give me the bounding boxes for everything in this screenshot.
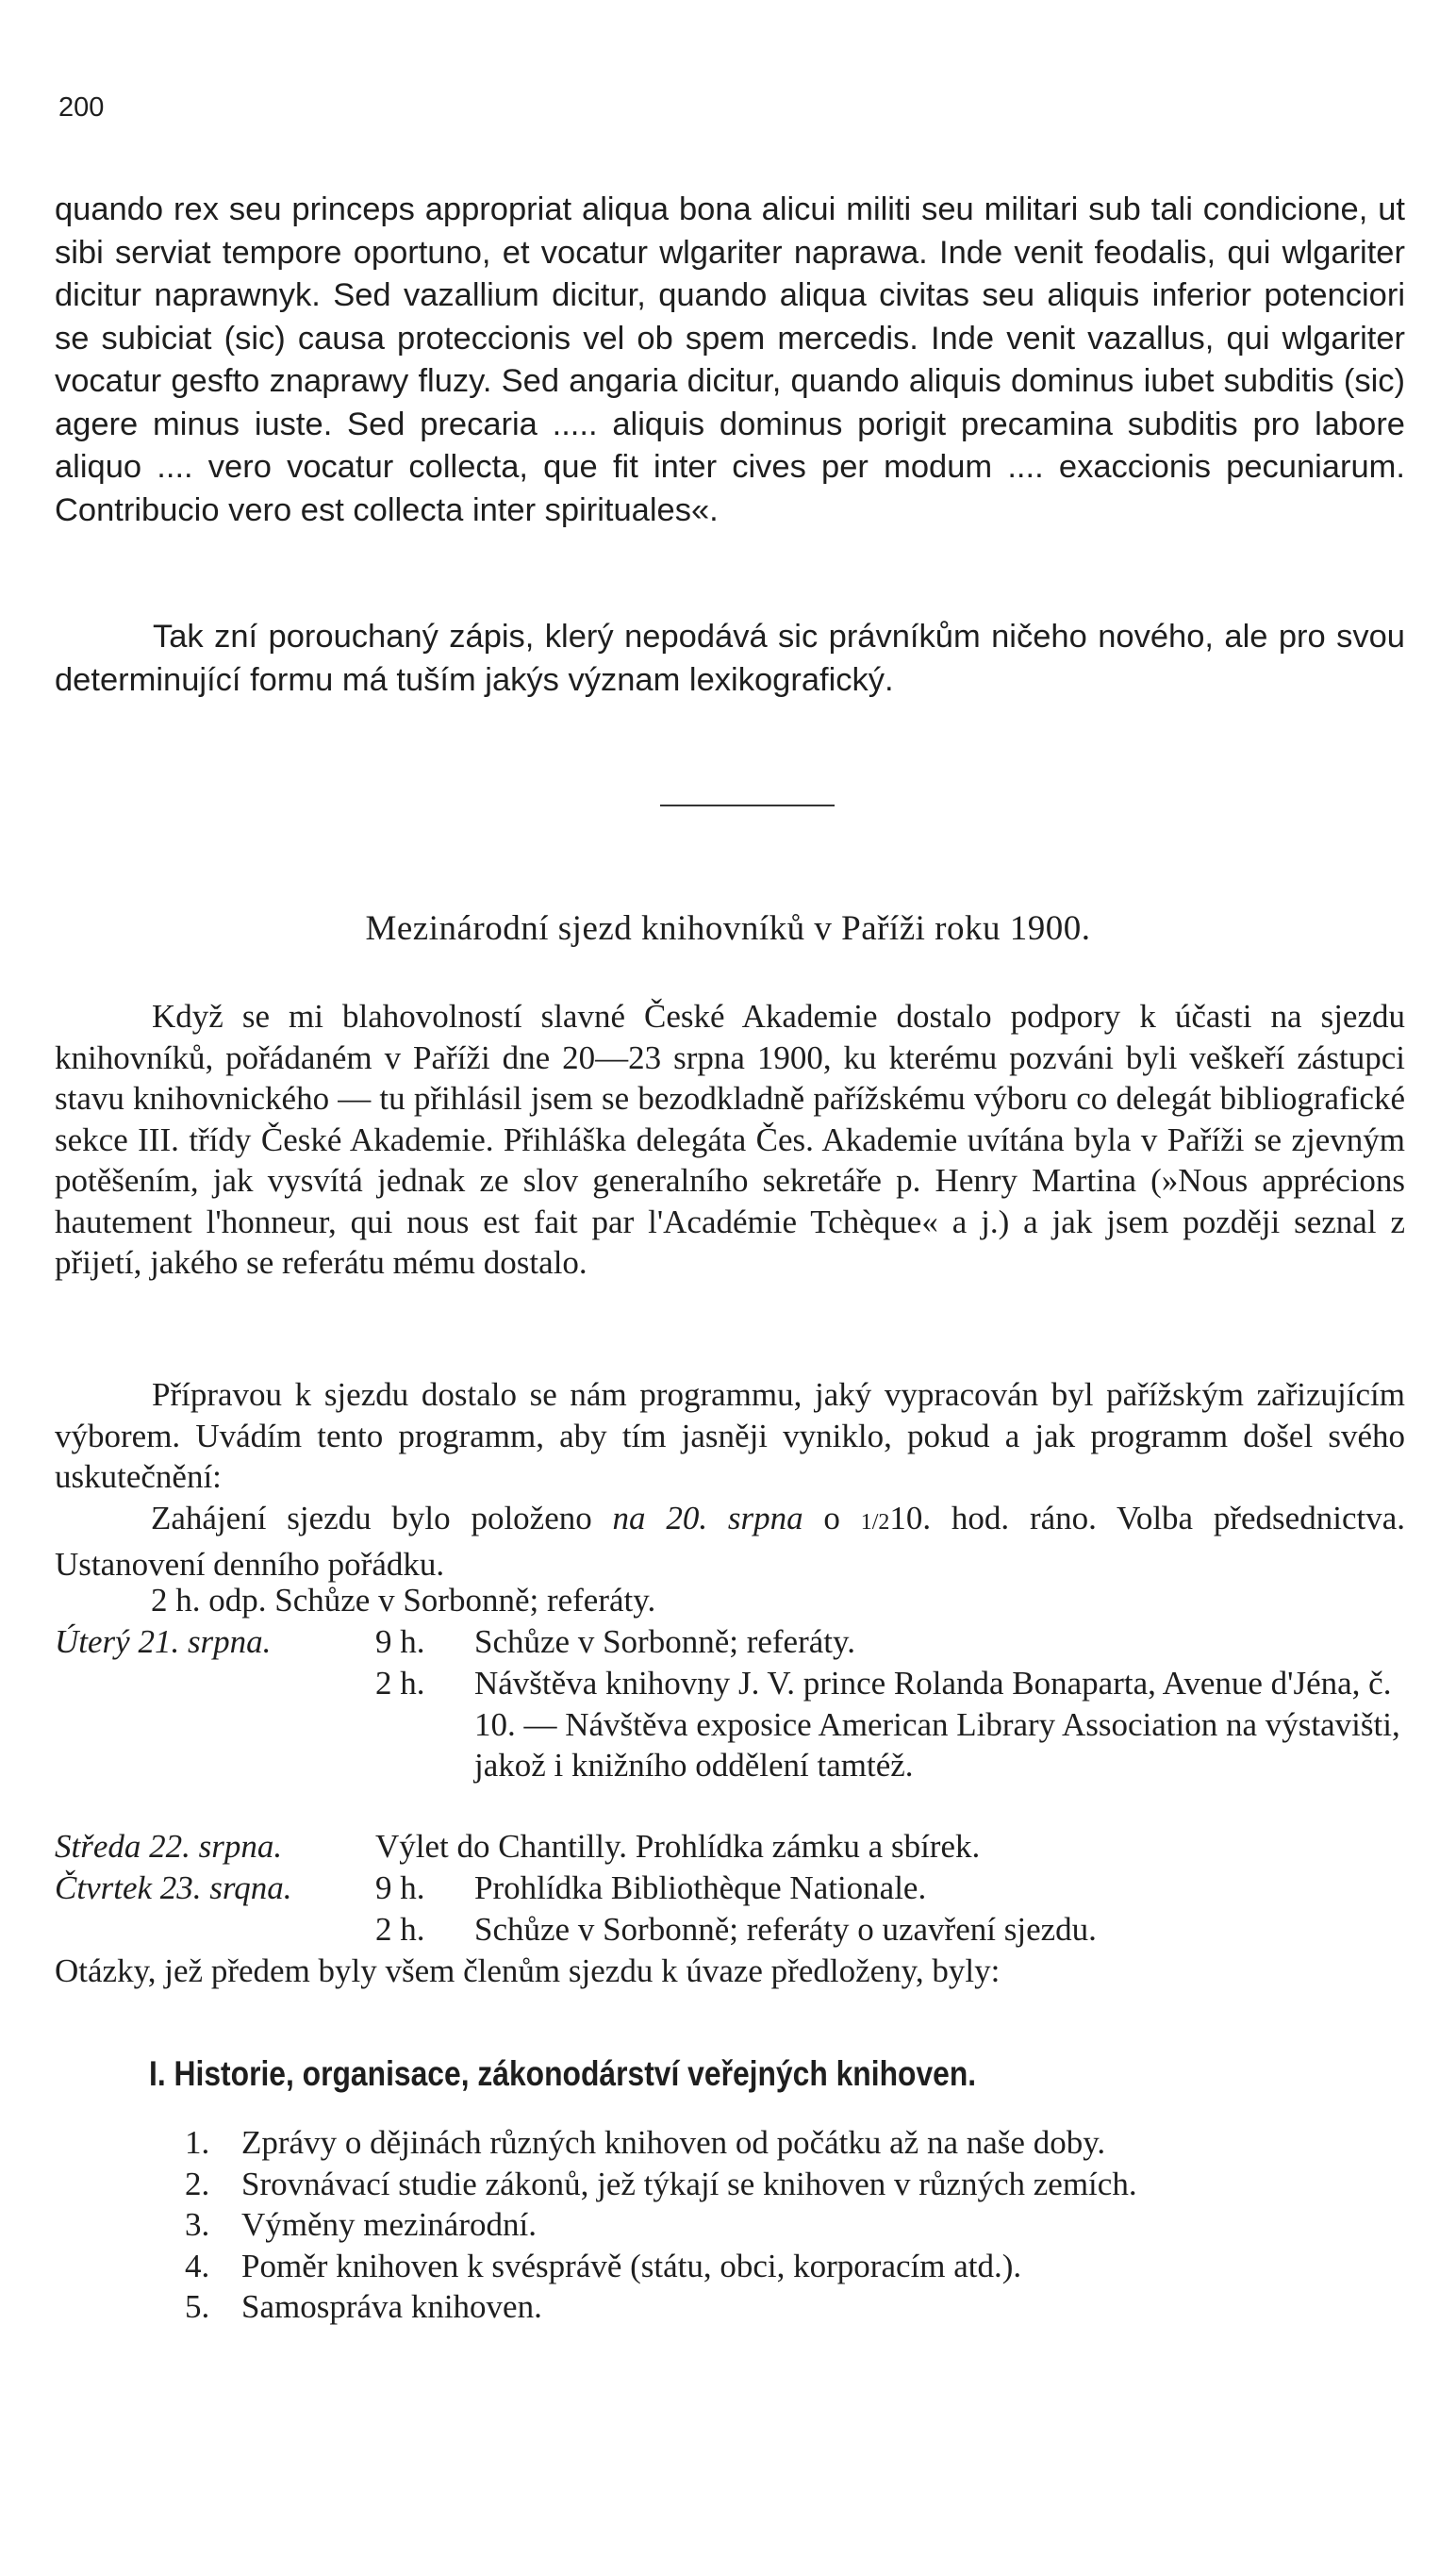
question-text: Srovnávací studie zákonů, jež týkají se knihoven v různých zemích. [241,2165,1137,2202]
intro-paragraph: Když se mi blahovolností slavné České Akademie dostalo podpory k účasti na sjezdu knihovníků, pořádaném v Paříži dne 20—23 srpna 1900, ku kterému pozváni byli veškeří zástupci stavu knihovnického — tu přihlásil jsem se bezodkladně pařížskému výboru co delegát bibliografické sekce III. třídy České Akademie. Přihláška delegáta Čes. Akademie uvítána byla v Paříži se zjevným potěšením, jak vysvítá jednak ze slov generalního sekretáře p. Henry Martina (»Nous apprécions hautement l'honneur, qui nous est fait par l'Académie Tchèque« a j.) a jak jsem později seznal z přijetí, jakého se referátu mému dostalo. [55,998,1405,1281]
program-paragraph: Přípravou k sjezdu dostalo se nám programmu, jaký vypracován byl pařížským zařizujícím výborem. Uvádím tento programm, aby tím jasněji vyniklo, pokud a jak programm došel svého uskutečnění: [55,1376,1405,1495]
article-title: Mezinárodní sjezd knihovníků v Paříži roku 1900. [365,909,1091,948]
schedule-thursday-am-time: 9 h. [375,1869,425,1906]
section-divider [660,805,835,806]
question-number: 4. [185,2247,210,2284]
question-item [185,2286,1405,2328]
section-heading: I. Historie, organisace, zákonodárství veřejných knihoven. [149,2054,977,2093]
question-item [185,2122,1405,2164]
schedule-thursday-label: Čtvrtek 23. srqna. [55,1869,292,1906]
page-number: 200 [58,92,105,123]
schedule-thursday-pm: Schůze v Sorbonně; referáty o uzavření sjezdu. [474,1911,1097,1948]
half-fraction: 1/2 [860,1510,890,1535]
question-text: Samospráva knihoven. [241,2288,542,2325]
questions-list [185,2122,1405,2328]
question-item [185,2204,1405,2246]
schedule-tuesday-label: Úterý 21. srpna. [55,1623,272,1660]
schedule-tuesday-pm-time: 2 h. [375,1665,425,1702]
schedule-tuesday-pm: Návštěva knihovny J. V. prince Rolanda Bonaparta, Avenue d'Jéna, č. 10. — Návštěva exposice American Library Association na výstavišti, jakož i knižního oddělení tamtéž. [474,1665,1400,1784]
question-number: 5. [185,2288,210,2325]
latin-paragraph: quando rex seu princeps appropriat aliqua bona alicui militi seu militari sub tali condicione, ut sibi serviat tempore oportuno, et vocatur wlgariter naprawa. Inde venit feodalis, qui wlgariter dicitur naprawnyk. Sed vazallium dicitur, quando aliqua civitas seu aliquis inferior potenciori se subiciat (sic) causa proteccionis vel ob spem mercedis. Inde venit vazallus, qui wlgariter vocatur gesfto znaprawy fluzy. Sed angaria dicitur, quando aliquis dominus iubet subditis (sic) agere minus iuste. Sed precaria ..... aliquis dominus porigit precamina subditis pro labore aliquo .... vero vocatur collecta, que fit inter cives per modum .... exaccionis pecuniarum. Contribucio vero est collecta inter spirituales«. [55,191,1405,528]
question-text: Poměr knihoven k svésprávě (státu, obci, korporacím atd.). [241,2247,1022,2284]
question-number: 2. [185,2165,210,2202]
question-number: 3. [185,2206,210,2243]
question-number: 1. [185,2124,210,2161]
question-text: Výměny mezinárodní. [241,2206,537,2243]
question-text: Zprávy o dějinách různých knihoven od počátku až na naše doby. [241,2124,1106,2161]
schedule-thursday-am: Prohlídka Bibliothèque Nationale. [474,1869,927,1906]
schedule-opening: Zahájení sjezdu bylo položeno na 20. srpna o 1/210. hod. ráno. Volba předsednictva. Ustanovení denního pořádku. [55,1500,1405,1583]
question-item [185,2246,1405,2287]
schedule-tuesday-am: Schůze v Sorbonně; referáty. [474,1623,855,1660]
schedule-wednesday-label: Středa 22. srpna. [55,1828,283,1865]
commentary-paragraph: Tak zní porouchaný zápis, klerý nepodává sic právníkům ničeho nového, ale pro svou determinující formu má tuším jakýs význam lexikografický. [55,619,1405,698]
schedule-tuesday-am-time: 9 h. [375,1623,425,1660]
schedule-monday-afternoon: 2 h. odp. Schůze v Sorbonně; referáty. [151,1582,656,1619]
questions-intro: Otázky, jež předem byly všem členům sjezdu k úvaze předloženy, byly: [55,1952,1001,1989]
schedule-thursday-pm-time: 2 h. [375,1911,425,1948]
schedule-wednesday: Výlet do Chantilly. Prohlídka zámku a sbírek. [375,1828,981,1865]
question-item [185,2164,1405,2205]
